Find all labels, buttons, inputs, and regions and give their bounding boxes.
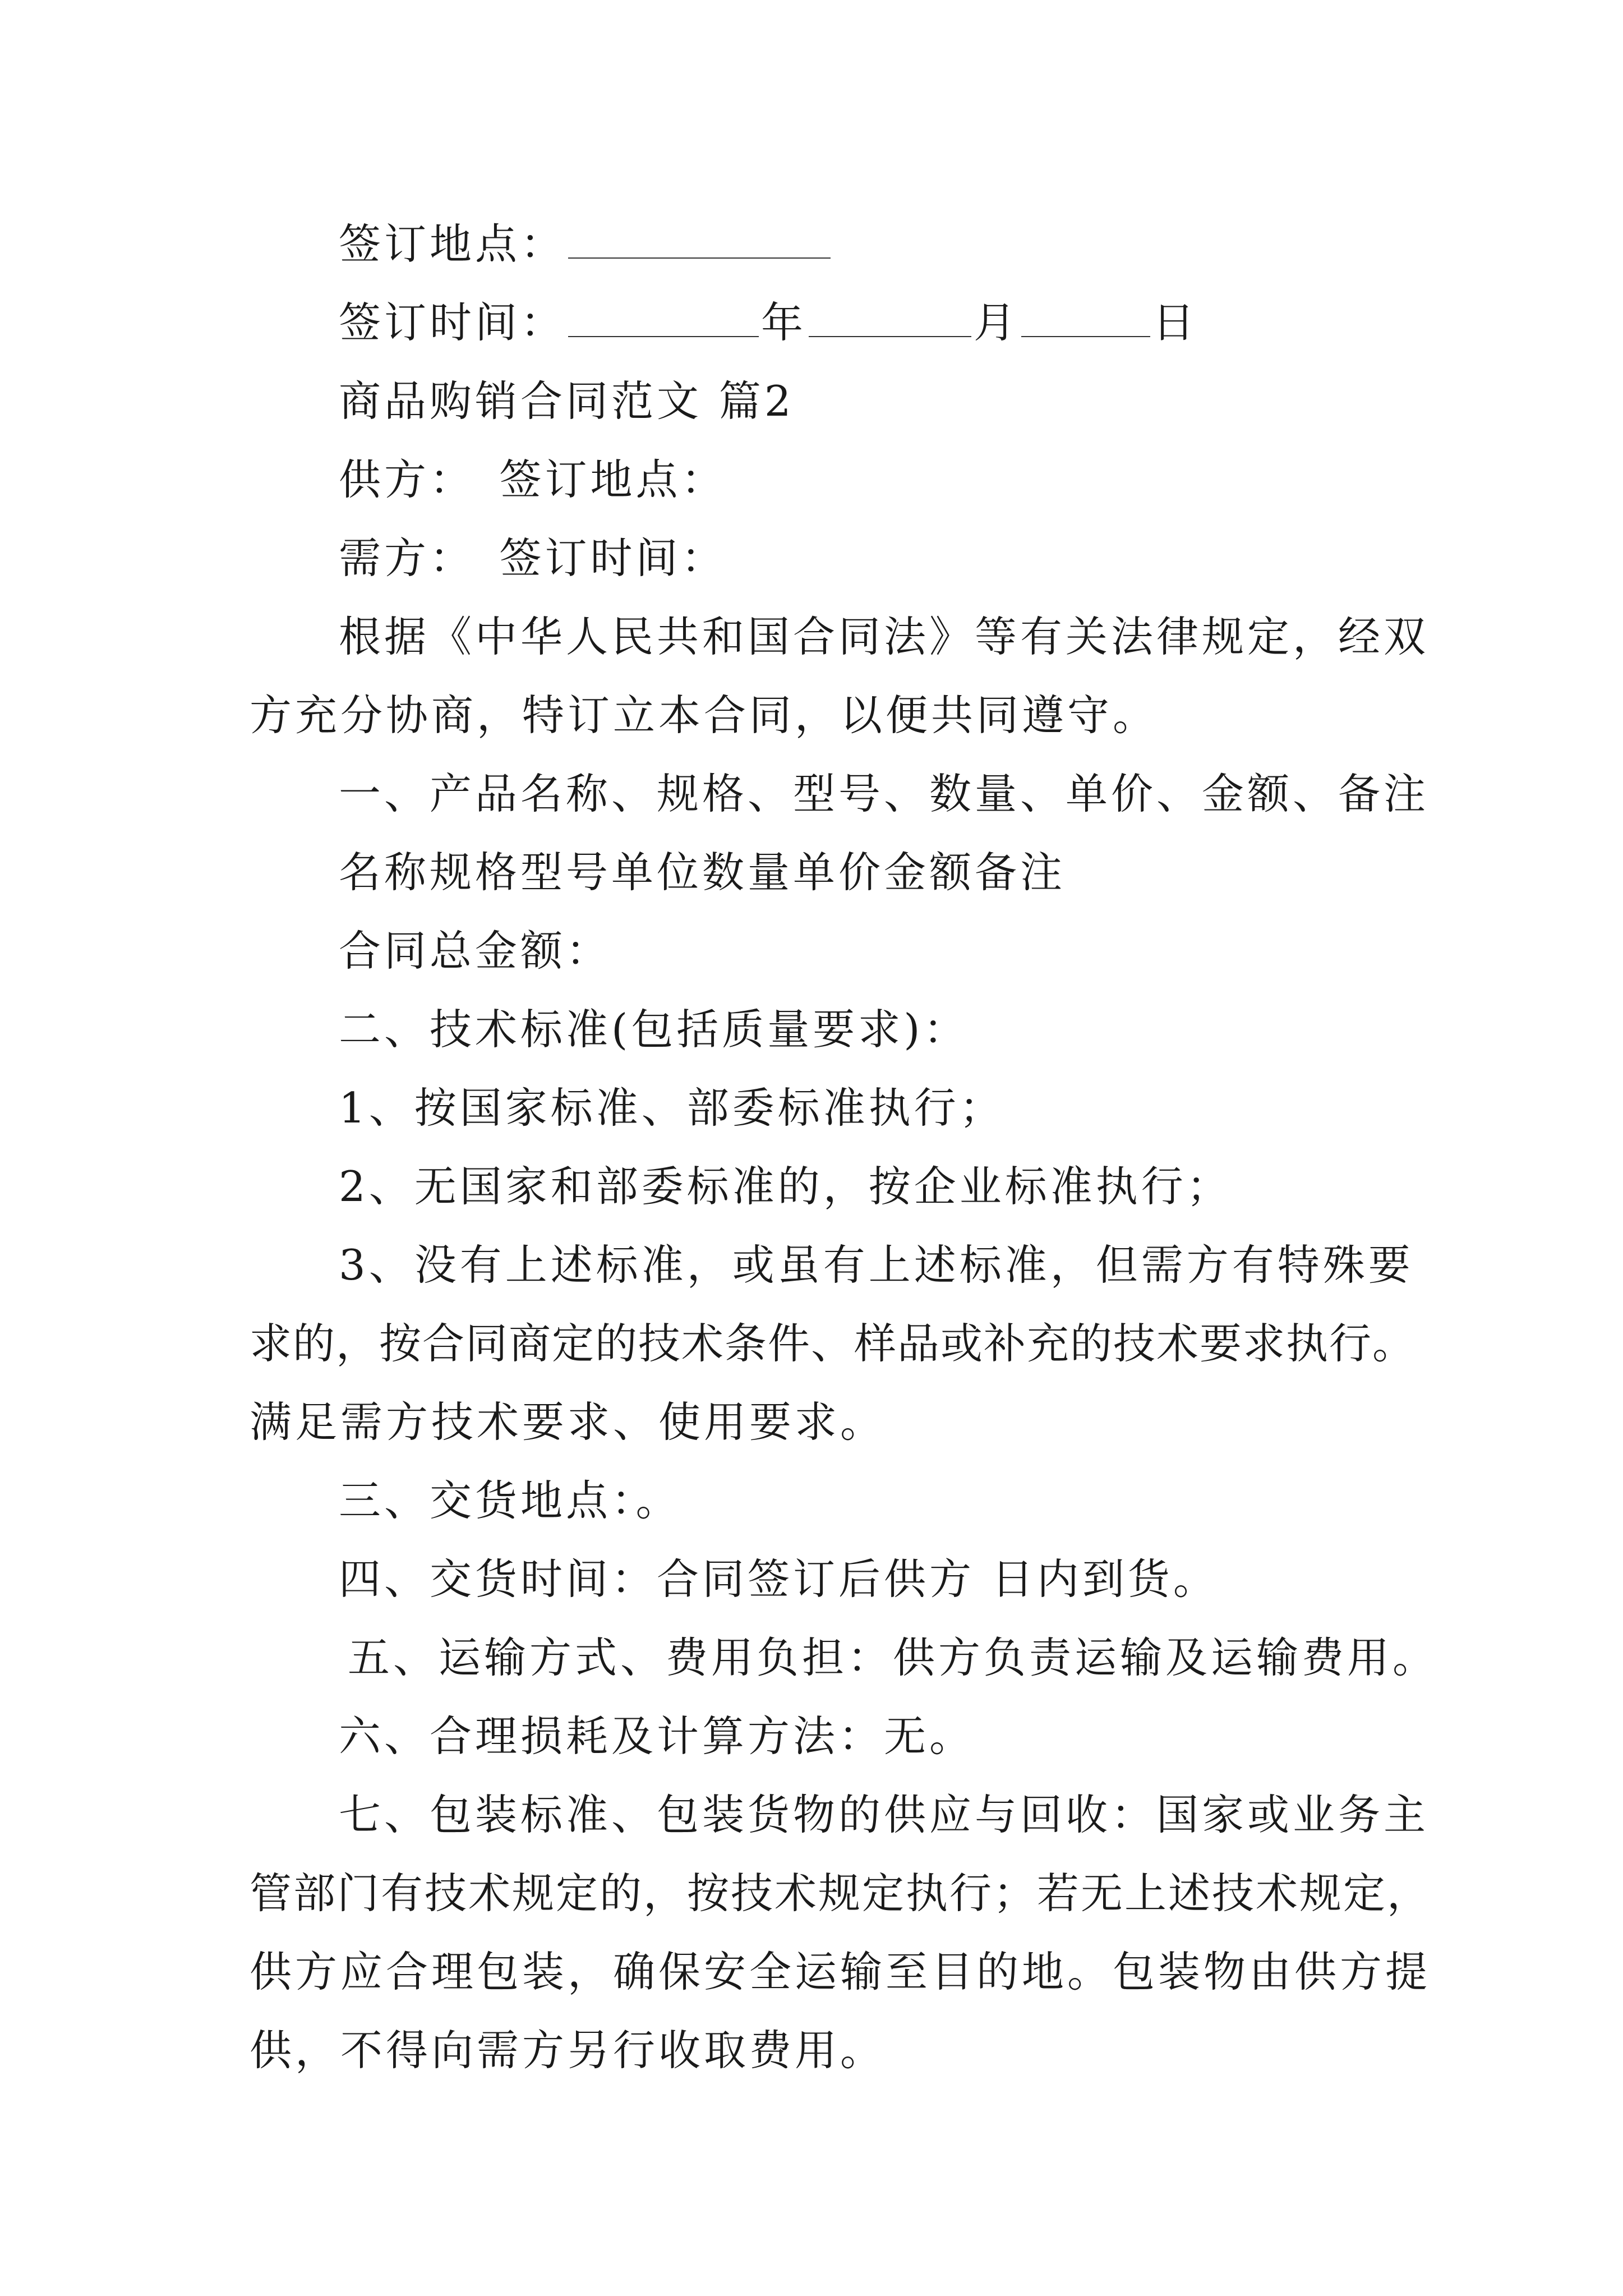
clause-7-line-3: 供方应合理包装，确保安全运输至目的地。包装物由供方提: [250, 1947, 1431, 1996]
clause-2-item-1: 1、按国家标准、部委标准执行；: [339, 1083, 1005, 1133]
buyer-line: 需方： 签订时间：: [339, 533, 727, 583]
clause-3: 三、交货地点：。: [339, 1476, 681, 1525]
clause-2-item-3-line-2: 求的，按合同商定的技术条件、样品或补充的技术要求执行。: [250, 1319, 1416, 1368]
month-blank: [809, 301, 971, 337]
clause-2-item-2: 2、无国家和部委标准的，按企业标准执行；: [339, 1162, 1232, 1211]
intro-paragraph-line-2: 方充分协商，特订立本合同，以便共同遵守。: [250, 691, 1159, 740]
clause-1: 一、产品名称、规格、型号、数量、单价、金额、备注: [339, 769, 1430, 818]
clause-7-line-1: 七、包装标准、包装货物的供应与回收：国家或业务主: [339, 1790, 1430, 1839]
clause-7-line-2: 管部门有技术规定的，按技术规定执行；若无上述技术规定，: [250, 1869, 1431, 1918]
section-title: 商品购销合同范文 篇2: [339, 376, 795, 426]
signing-place-label: 签订地点：: [339, 219, 566, 269]
supplier-line: 供方： 签订地点：: [339, 455, 727, 504]
clause-2: 二、技术标准(包括质量要求)：: [339, 1005, 969, 1054]
year-char: 年: [761, 298, 807, 347]
signing-place-blank: [568, 223, 831, 259]
total-amount-line: 合同总金额：: [339, 926, 612, 976]
clause-2-item-3-line-1: 3、没有上述标准，或虽有上述标准，但需方有特殊要: [339, 1240, 1414, 1290]
signing-time-line: [339, 295, 1198, 351]
clause-5: 五、运输方式、费用负担：供方负责运输及运输费用。: [348, 1633, 1438, 1682]
clause-7-line-4: 供，不得向需方另行收取费用。: [250, 2026, 886, 2075]
year-blank: [568, 301, 759, 337]
intro-paragraph-line-1: 根据《中华人民共和国合同法》等有关法律规定，经双: [339, 612, 1430, 661]
clause-2-item-3-line-3: 满足需方技术要求、使用要求。: [250, 1397, 886, 1447]
clause-4: 四、交货时间：合同签订后供方 日内到货。: [339, 1554, 1219, 1604]
day-blank: [1021, 301, 1150, 337]
month-char: 月: [974, 298, 1020, 347]
clause-6: 六、合理损耗及计算方法：无。: [339, 1711, 975, 1761]
signing-place-line: [339, 216, 833, 272]
table-header-line: 名称规格型号单位数量单价金额备注: [339, 848, 1066, 897]
signing-time-label: 签订时间：: [339, 298, 566, 347]
day-char: 日: [1152, 298, 1198, 347]
